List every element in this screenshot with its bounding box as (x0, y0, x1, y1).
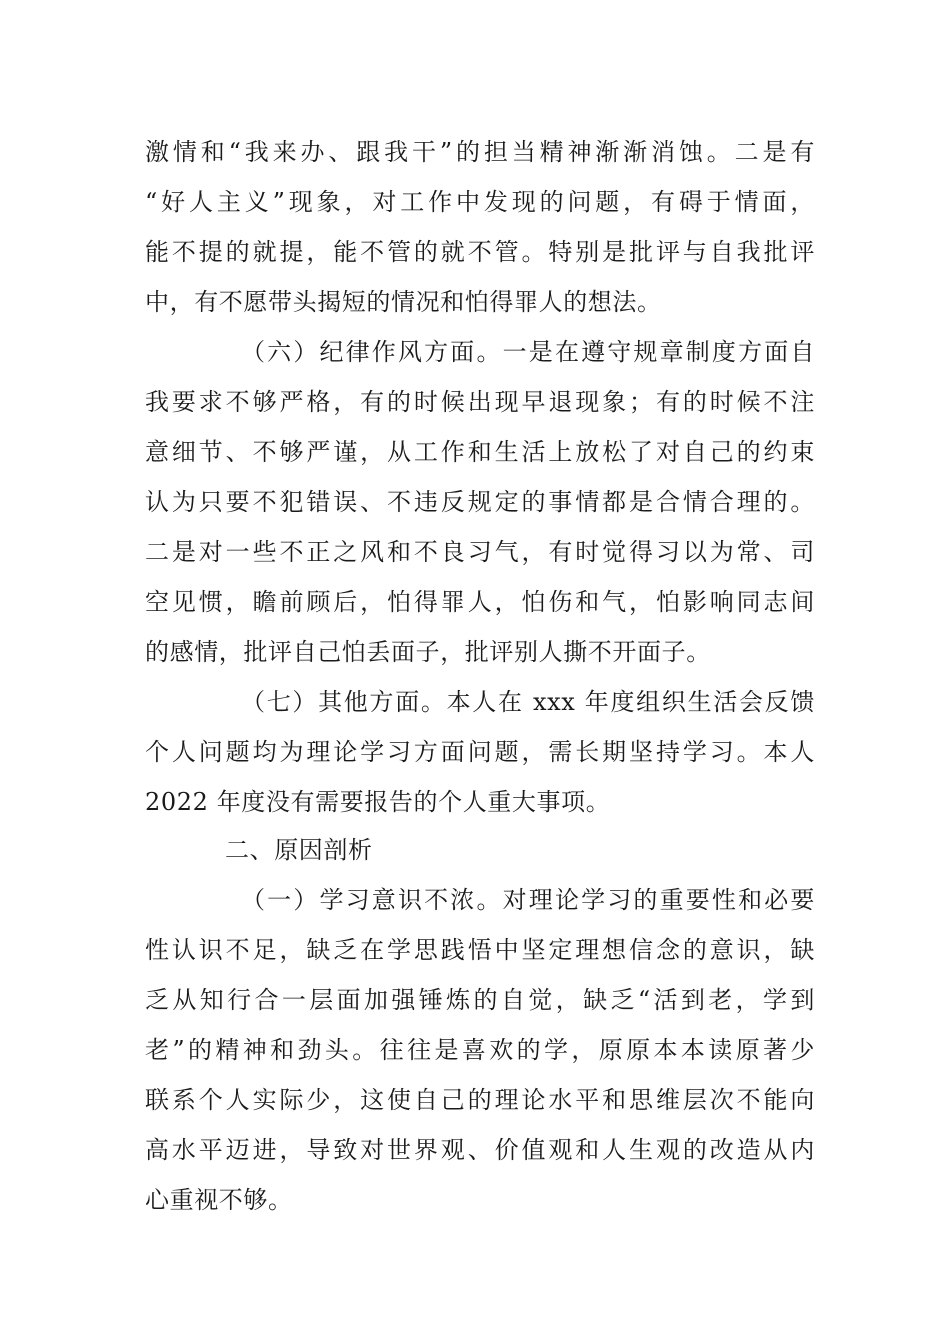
text-line: 我要求不够严格，有的时候出现早退现象；有的时候不注 (145, 388, 815, 416)
text-line: 激情和“我来办、跟我干”的担当精神渐渐消蚀。二是有 (145, 138, 815, 166)
text-line: 乏从知行合一层面加强锤炼的自觉，缺乏“活到老，学到 (145, 986, 815, 1014)
text-line: 意细节、不够严谨，从工作和生活上放松了对自己的约束 (145, 438, 815, 466)
text-line: 认为只要不犯错误、不违反规定的事情都是合情合理的。 (145, 488, 815, 516)
text-line: “好人主义”现象，对工作中发现的问题，有碍于情面， (145, 188, 815, 216)
text-line: 二是对一些不正之风和不良习气，有时觉得习以为常、司 (145, 538, 815, 566)
subsection-one-first-line: （一）学习意识不浓。对理论学习的重要性和必要 (241, 886, 815, 914)
text-line: 高水平迈进，导致对世界观、价值观和人生观的改造从内 (145, 1136, 815, 1164)
text-line: 老”的精神和劲头。往往是喜欢的学，原原本本读原著少 (145, 1036, 815, 1064)
section-seven-first-line: （七）其他方面。本人在 xxx 年度组织生活会反馈 (241, 688, 815, 716)
text-line: 个人问题均为理论学习方面问题，需长期坚持学习。本人 (145, 738, 815, 766)
text-line: 性认识不足，缺乏在学思践悟中坚定理想信念的意识，缺 (145, 936, 815, 964)
text-line: 2022 年度没有需要报告的个人重大事项。 (145, 788, 611, 816)
text-line: 联系个人实际少，这使自己的理论水平和思维层次不能向 (145, 1086, 815, 1114)
section-heading: 二、原因剖析 (225, 836, 373, 864)
section-six-first-line: （六）纪律作风方面。一是在遵守规章制度方面自 (241, 338, 815, 366)
text-line: 空见惯，瞻前顾后，怕得罪人，怕伤和气，怕影响同志间 (145, 588, 815, 616)
text-line: 心重视不够。 (145, 1186, 293, 1214)
text-line: 的感情，批评自己怕丢面子，批评别人撕不开面子。 (145, 638, 711, 666)
text-line: 能不提的就提，能不管的就不管。特别是批评与自我批评 (145, 238, 815, 266)
text-line: 中，有不愿带头揭短的情况和怕得罪人的想法。 (145, 288, 662, 316)
